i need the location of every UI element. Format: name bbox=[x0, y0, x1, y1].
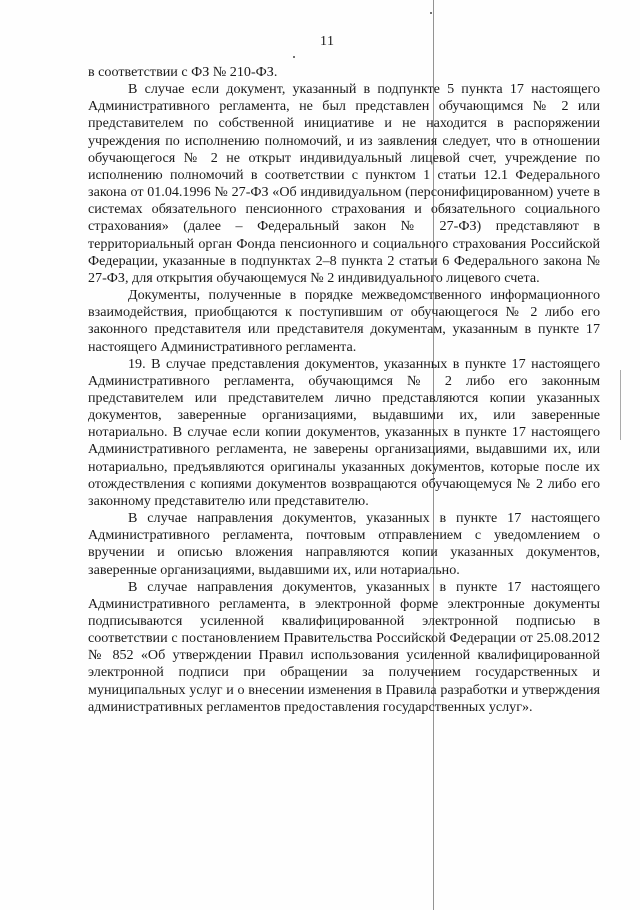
scan-edge-mark bbox=[620, 370, 621, 440]
paragraph-electronic-submission: В случае направления документов, указанных в пункте 17 настоящего Административного регламента, в электронной форме электронные документы подписываются усиленной квалифицированной электронной подписью в соответствии с постановлением Правительства Российской Федерации от 25.08.2012 № 852 «Об утверждении Правил использования усиленной квалифицированной электронной подписи при обращении за получением государственных и муниципальных услуг и о внесении изменения в Правила разработки и утверждения административных регламентов предоставления государственных услуг». bbox=[88, 578, 600, 715]
paragraph-interagency-documents: Документы, полученные в порядке межведомственного информационного взаимодействия, приобщаются к поступившим от обучающегося № 2 либо его законного представителя или представителя документам, указанным в пункте 17 настоящего Административного регламента. bbox=[88, 287, 600, 355]
paragraph-clause-19: 19. В случае представления документов, указанных в пункте 17 настоящего Административного регламента, обучающимся № 2 либо его законным представителем или представителем лично представляются копии указанных документов, заверенные организациями, выдавшими их, или заверенные нотариально. В случае если копии документов, указанных в пункте 17 настоящего Административного регламента, не заверены организациями, выдавшими их, или нотариально, предъявляются оригиналы указанных документов, которые после их отождествления с копиями документов возвращаются обучающемуся № 2 либо его законному представителю или представителю. bbox=[88, 355, 600, 509]
paragraph-postal-submission: В случае направления документов, указанных в пункте 17 настоящего Административного регламента, почтовым отправлением с уведомлением о вручении и описью вложения направляются копии указанных документов, заверенные организациями, выдавшими их, или нотариально. bbox=[88, 510, 600, 578]
scan-speck bbox=[430, 12, 432, 14]
document-body bbox=[88, 64, 600, 716]
scan-speck bbox=[293, 56, 295, 58]
page-number: 11 bbox=[320, 34, 335, 49]
paragraph-missing-document: В случае если документ, указанный в подпункте 5 пункта 17 настоящего Административного регламента, не был представлен обучающимся № 2 или представителем по собственной инициативе и не находится в распоряжении учреждения по исполнению полномочий, и из заявления следует, что в отношении обучающегося № 2 не открыт индивидуальный лицевой счет, учреждение по исполнению полномочий в соответствии с пунктом 1 статьи 12.1 Федерального закона от 01.04.1996 № 27-ФЗ «Об индивидуальном (персонифицированном) учете в системах обязательного пенсионного страхования и обязательного социального страхования» (далее – Федеральный закон № 27-ФЗ) представляют в территориальный орган Фонда пенсионного и социального страхования Российской Федерации, указанные в подпунктах 2–8 пункта 2 статьи 6 Федерального закона № 27-ФЗ, для открытия обучающемуся № 2 индивидуального лицевого счета. bbox=[88, 81, 600, 286]
paragraph-intro: в соответствии с ФЗ № 210-ФЗ. bbox=[88, 64, 278, 80]
